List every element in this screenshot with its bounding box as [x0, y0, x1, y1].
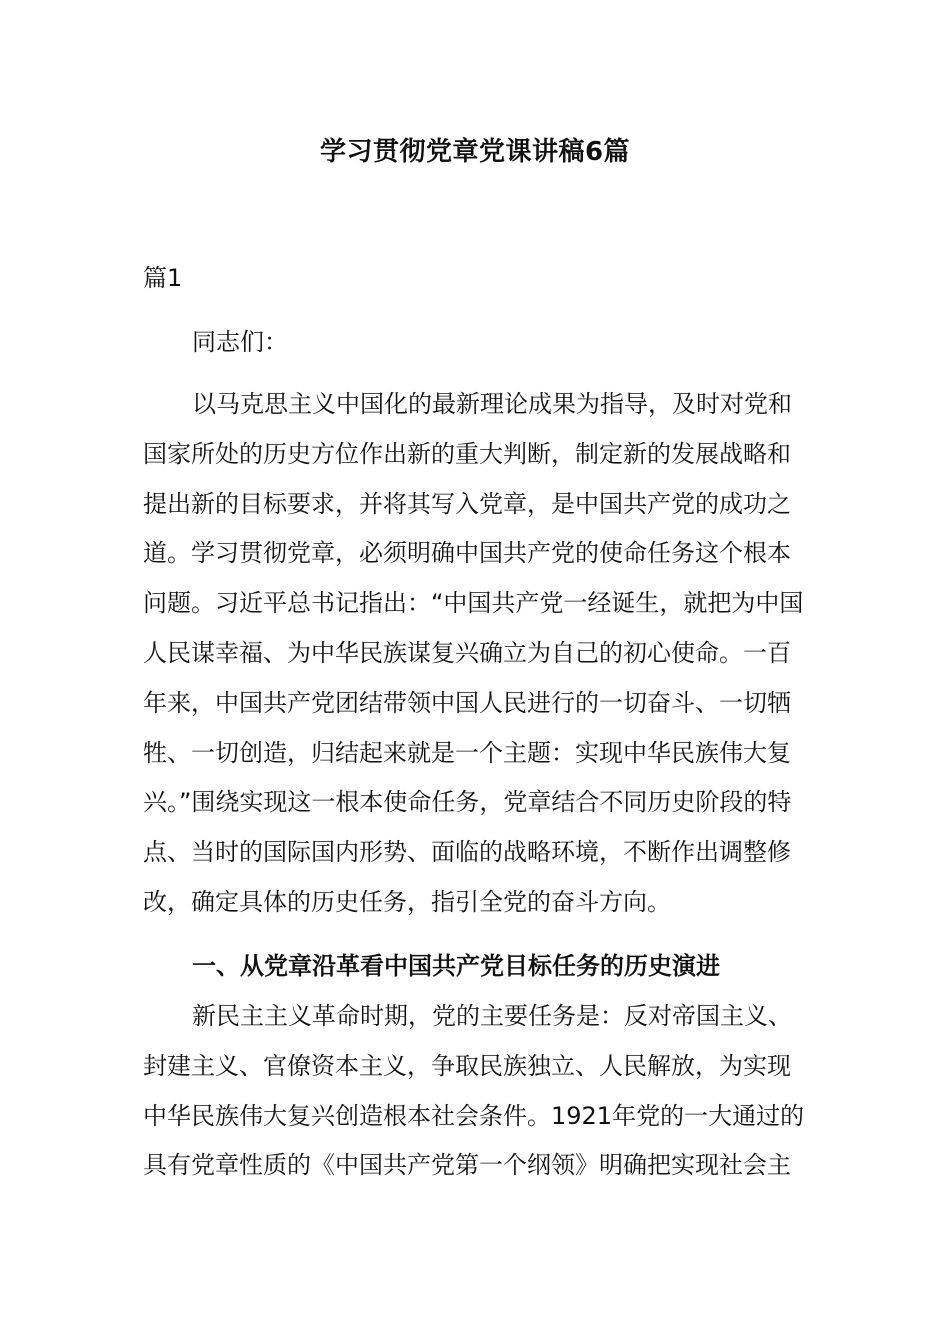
paragraph-line: 以马克思主义中国化的最新理论成果为指导，及时对党和	[192, 390, 792, 418]
paragraph-2	[143, 992, 813, 1191]
section-heading: 一、从党章沿革看中国共产党目标任务的历史演进	[192, 952, 720, 980]
paragraph-line: 兴。”围绕实现这一根本使命任务，党章结合不同历史阶段的特	[143, 788, 792, 817]
paragraph-line: 具有党章性质的《中国共产党第一个纲领》明确把实现社会主	[143, 1151, 791, 1180]
paragraph-line: 提出新的目标要求，并将其写入党章，是中国共产党的成功之	[143, 489, 791, 518]
section-label: 篇1	[143, 264, 183, 292]
greeting: 同志们：	[192, 328, 288, 356]
document-title: 学习贯彻党章党课讲稿6篇	[319, 137, 631, 167]
paragraph-line: 改，确定具体的历史任务，指引全党的奋斗方向。	[143, 887, 671, 916]
paragraph-line: 国家所处的历史方位作出新的重大判断，制定新的发展战略和	[143, 439, 791, 468]
paragraph-line: 问题。习近平总书记指出：“中国共产党一经诞生，就把为中国	[143, 589, 804, 618]
paragraph-1	[143, 380, 813, 928]
paragraph-line: 年来，中国共产党团结带领中国人民进行的一切奋斗、一切牺	[143, 688, 791, 717]
section-heading-block	[143, 942, 813, 992]
paragraph-line: 新民主主义革命时期，党的主要任务是：反对帝国主义、	[192, 1002, 792, 1030]
paragraph-line: 道。学习贯彻党章，必须明确中国共产党的使命任务这个根本	[143, 539, 791, 568]
paragraph-line: 中华民族伟大复兴创造根本社会条件。1921年党的一大通过的	[143, 1101, 805, 1130]
paragraph-line: 人民谋幸福、为中华民族谋复兴确立为自己的初心使命。一百	[143, 638, 791, 667]
greeting-block	[143, 318, 813, 368]
paragraph-line: 点、当时的国际国内形势、面临的战略环境，不断作出调整修	[143, 838, 791, 867]
paragraph-line: 封建主义、官僚资本主义，争取民族独立、人民解放，为实现	[143, 1051, 791, 1080]
paragraph-line: 牲、一切创造，归结起来就是一个主题：实现中华民族伟大复	[143, 738, 791, 767]
